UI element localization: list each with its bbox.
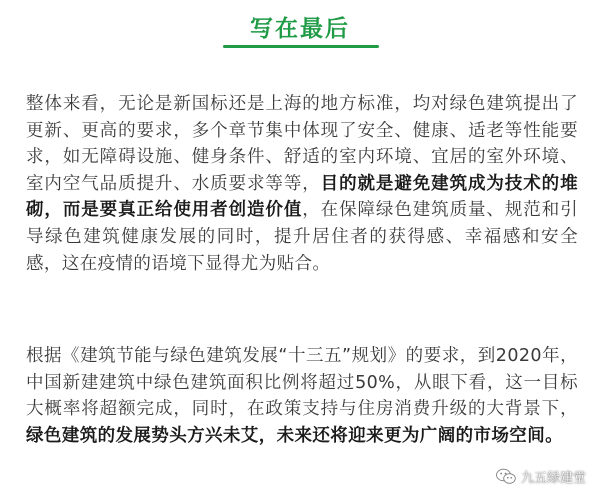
title-underline	[223, 45, 379, 48]
paragraph-1-text-b: ，在保障绿色建筑质量、规范和引导绿色建筑健康发展的同时，提升居住者的获得感、幸福感和安全感，这在疫情的语境下显得尤为贴合。	[26, 200, 579, 274]
wechat-icon	[496, 468, 516, 485]
paragraph-1	[26, 91, 578, 277]
watermark-text: 九五绿建堂	[520, 471, 586, 486]
paragraph-1-bold: 目的就是避免建筑成为技术的堆砌，而是要真正给使用者创造价值	[26, 173, 578, 221]
section-header	[0, 0, 600, 56]
paragraph-1-text-a: 整体来看，无论是新国标还是上海的地方标准，均对绿色建筑提出了更新、更高的要求，多个章节集中体现了安全、健康、适老等性能要求，如无障碍设施、健身条件、舒适的室内环境、宜居的室外环境、室内空气品质提升、水质要求等等，	[26, 94, 578, 194]
section-title: 写在最后	[250, 16, 350, 42]
paragraph-2-bold: 绿色建筑的发展势头方兴未艾，未来还将迎来更为广阔的市场空间。	[26, 425, 563, 446]
paragraph-2-text-a: 根据《建筑节能与绿色建筑发展“十三五”规划》的要求，到2020年，中国新建建筑中绿色建筑面积比例将超过50%，从眼下看，这一目标大概率将超额完成，同时，在政策支持与住房消费升级的大背景下，	[26, 346, 578, 420]
paragraph-2	[26, 343, 578, 449]
watermark	[496, 467, 586, 486]
